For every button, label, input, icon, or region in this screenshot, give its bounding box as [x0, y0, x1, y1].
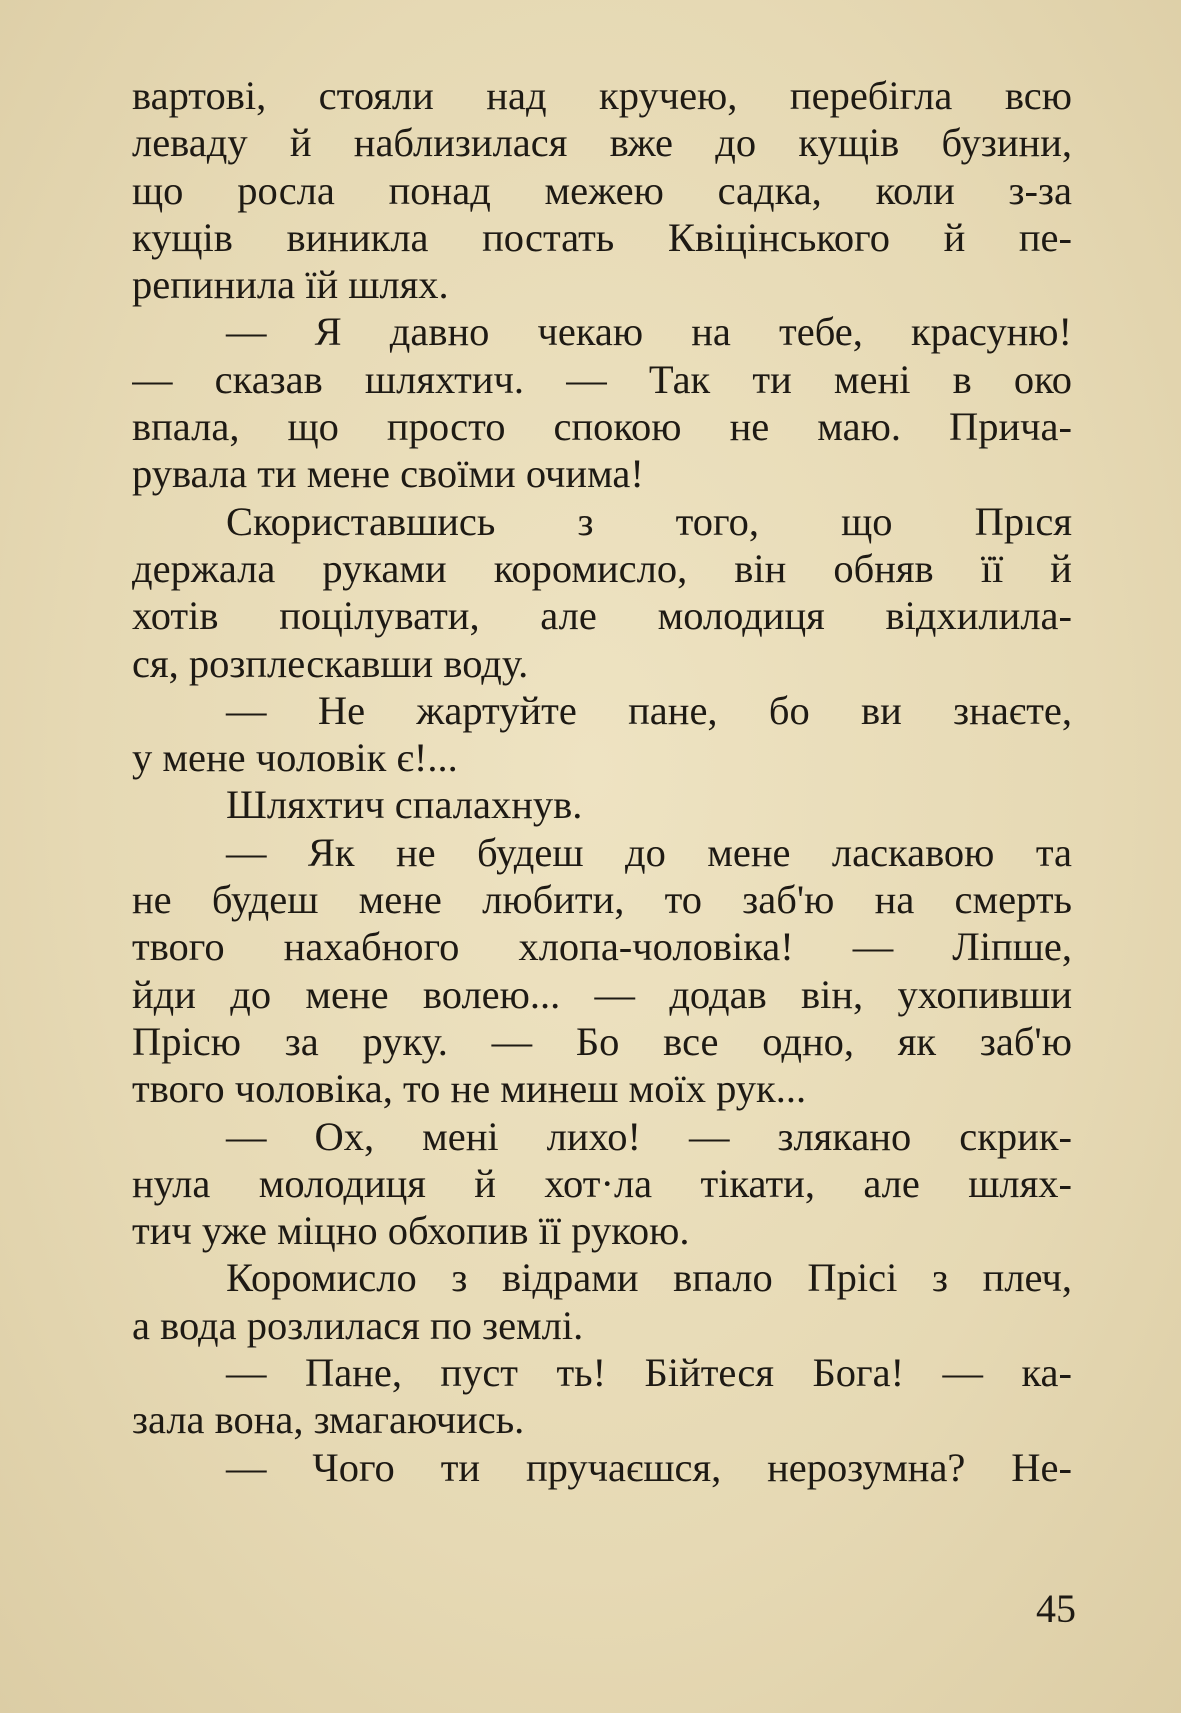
text-line: кущів виникла постать Квіцінського й пе-	[132, 214, 1072, 260]
text-line: — Ох, мені лихо! — злякано скрик-	[226, 1113, 1072, 1159]
page-number: 45	[1036, 1586, 1076, 1631]
text-line: — Чого ти пручаєшся, нерозумна? Не-	[226, 1444, 1072, 1490]
text-line: репинила їй шлях.	[132, 262, 449, 308]
text-line: у мене чоловік є!...	[132, 735, 458, 781]
text-line: Коромисло з відрами впало Прісі з плеч,	[226, 1255, 1072, 1301]
text-line: — Не жартуйте пане, бо ви знаєте,	[226, 687, 1072, 733]
text-line: Прісю за руку. — Бо все одно, як заб'ю	[132, 1018, 1072, 1064]
text-line: а вода розлилася по землі.	[132, 1302, 584, 1348]
text-line: твого нахабного хлопа-чоловіка! — Ліпше,	[132, 924, 1072, 970]
text-line: твого чоловіка, то не минеш моїх рук...	[132, 1066, 807, 1112]
text-line: зала вона, змагаючись.	[132, 1397, 525, 1443]
text-line: держала руками коромисло, він обняв її й	[132, 545, 1072, 591]
text-line: йди до мене волею... — додав він, ухопивши	[132, 971, 1072, 1017]
text-line: — Я давно чекаю на тебе, красуню!	[226, 309, 1072, 355]
body-text	[132, 72, 1072, 1491]
text-line: рувала ти мене своїми очима!	[132, 451, 644, 497]
text-line: — Пане, пуст ть! Бійтеся Бога! — ка-	[226, 1350, 1072, 1396]
text-line: тич уже міцно обхопив її рукою.	[132, 1208, 690, 1254]
text-line: не будеш мене любити, то заб'ю на смерть	[132, 877, 1072, 923]
text-line: хотів поцілувати, але молодиця відхилила-	[132, 593, 1072, 639]
text-line: що росла понад межею садка, коли з-за	[132, 167, 1072, 213]
text-line: ся, розплескавши воду.	[132, 640, 529, 686]
text-line: — Як не будеш до мене ласкавою та	[226, 829, 1072, 875]
text-line: нула молодиця й хот·ла тікати, але шлях-	[132, 1160, 1072, 1206]
text-line: впала, що просто спокою не маю. Прича-	[132, 404, 1072, 450]
text-line: леваду й наблизилася вже до кущів бузини,	[132, 120, 1072, 166]
text-line: Скориставшись з того, що Прıся	[226, 498, 1072, 544]
text-line: Шляхтич спалахнув.	[226, 782, 583, 828]
text-line: — сказав шляхтич. — Так ти мені в око	[132, 356, 1072, 402]
text-line: вартові, стояли над кручею, перебігла всю	[132, 73, 1072, 118]
